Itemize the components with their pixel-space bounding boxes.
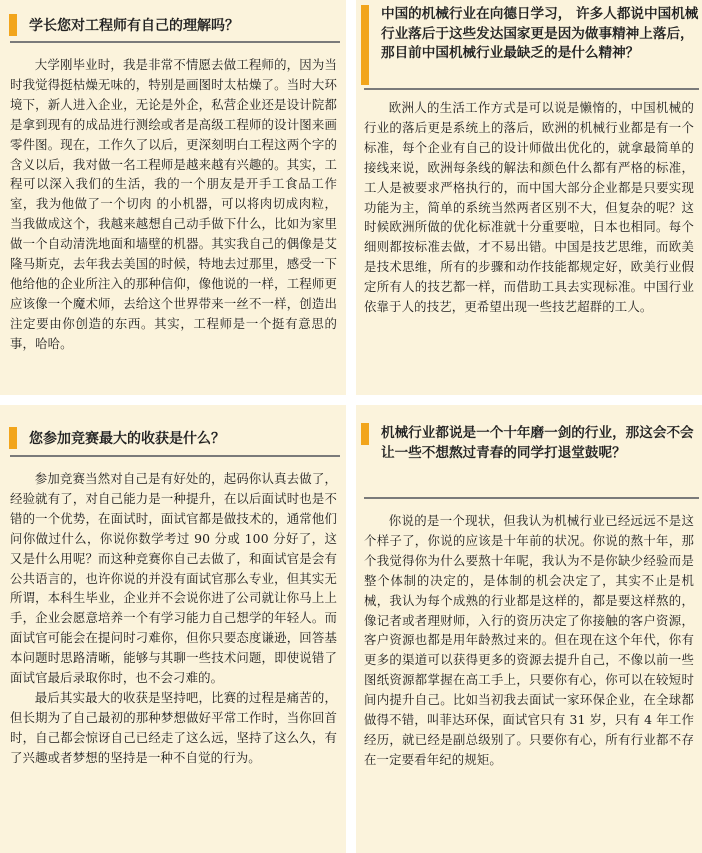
heading-marker-bar bbox=[9, 427, 17, 449]
heading-marker-bar bbox=[361, 423, 369, 445]
qa-panel-competition bbox=[0, 405, 346, 853]
answer-paragraph: 最后其实最大的收获是坚持吧，比赛的过程是痛苦的，但长期为了自己最初的那种梦想做好平常工作时，当你回首时，自己都会惊讶自己已经走了这么远，坚持了这么久，有了兴趣或者梦想的坚持是一种不自觉的行为。 bbox=[10, 689, 337, 765]
qa-panel-industry-spirit bbox=[356, 0, 702, 395]
heading-rule bbox=[10, 455, 340, 457]
qa-panel-ten-years bbox=[356, 405, 702, 853]
question-heading bbox=[9, 14, 339, 38]
answer-body bbox=[364, 98, 694, 317]
answer-body bbox=[10, 55, 337, 354]
heading-marker-bar bbox=[9, 14, 17, 36]
heading-rule bbox=[364, 88, 699, 90]
question-text: 中国的机械行业在向德日学习， 许多人都说中国机械行业落后于这些发达国家更是因为做事精神上落后， 那目前中国机械行业最缺乏的是什么精神？ bbox=[381, 6, 699, 61]
heading-rule bbox=[10, 41, 340, 43]
answer-paragraph: 你说的是一个现状，但我认为机械行业已经远远不是这个样子了，你说的应该是十年前的状况。你说的熬十年，那个我觉得你为什么要熬十年呢，我认为不是你缺少经验而是整个体制的决定的，是体制的机会决定了，其实不止是机械，我认为每个成熟的行业都是这样的，都是要这样熬的，像记者或者理财师，入行的资历决定了你接触的客户资源，客户资源也都是用年龄熬过来的。但在现在这个年代，你有更多的渠道可以获得更多的资源去提升自己，不像以前一些图纸资源都掌握在高工手上，只要你有心，你可以在较短时间内提升自己。比如当初我去面试一家环保企业，在全球都做得不错，叫菲达环保，面试官只有 31 岁，只有 4 年工作经历，就已经是副总级别了。只要你有心，所有行业都不存在一定要看年纪的规矩。 bbox=[364, 513, 694, 767]
question-heading bbox=[361, 5, 699, 89]
question-text: 机械行业都说是一个十年磨一剑的行业，那这会不会让一些不想熬过青春的同学打退堂鼓呢？ bbox=[381, 425, 694, 461]
question-text: 学长您对工程师有自己的理解吗？ bbox=[29, 18, 239, 34]
answer-paragraph: 参加竞赛当然对自己是有好处的，起码你认真去做了，经验就有了，对自己能力是一种提升，在以后面试时也是不错的一个优势，在面试时，面试官都是做技术的，通常他们问你做过什么，你说你数学考过 90 分或 100 分好了，这又是什么用呢？而这种竞赛你自己去做了，和面试官是会有公共语言的，也许你说的并没有面试官那么专业，但其实无所谓，本科生毕业，企业并不会说你进了公司就让你马上上手，企业会愿意培养一个有学习能力自己想学的年轻人。而面试官可能会在提问时刁难你，但你只要态度谦逊，回答基本问题时思路清晰，能够与其聊一些技术问题，即使说错了面试官最后录取你时，也不会刁难的。 bbox=[10, 471, 337, 686]
answer-paragraph: 欧洲人的生活工作方式是可以说是懒惰的，中国机械的行业的落后更是系统上的落后，欧洲的机械行业都是有一个标准，每个企业有自己的设计师做出优化的，就拿最简单的接线来说，欧洲每条线的解法和颜色什么都有严格的标准，工人是被要求严格执行的，而中国大部分企业都是只要实现功能为主，简单的系统当然两者区别不大，但复杂的呢？这时候欧洲所做的优化标准就十分重要啦，日本也相同。每个细则都按标准去做，才不易出错。中国是技艺思维，而欧美是技术思维，所有的步骤和动作技能都规定好，欧美行业假定所有人的技艺都一样，而借助工具去实现标准。中国行业依靠于人的技艺，更希望出现一些技艺超群的工人。 bbox=[364, 100, 694, 315]
answer-body bbox=[10, 469, 337, 768]
answer-paragraph: 大学刚毕业时，我是非常不情愿去做工程师的，因为当时我觉得挺枯燥无味的，特别是画图时太枯燥了。当时大环境下，新人进入企业，无论是外企，私营企业还是设计院都是拿到现有的成品进行测绘或者是高级工程师的设计图来画零件图。现在，工作久了以后，更深刻明白工程这两个字的含义以后，我对做一名工程师是越来越有兴趣的。其实，工程可以深入我们的生活，我的一个朋友是开手工食品工作室，我为他做了一个切肉 的小机器，可以将肉切成肉粒，当我做成这个，我越来越想自己动手做下什么，比如为家里做一个自动清洗地面和墙壁的机器。其实我自己的偶像是艾隆马斯克，去年我去美国的时候，特地去过那里，感受一下他给他的企业所注入的那种信仰，像他说的一样，工程师更应该像一个魔术师，去给这个世界带来一丝不一样，创造出注定要由你创造的东西。其实，工程师是一个挺有意思的事，哈哈。 bbox=[10, 57, 337, 351]
question-heading bbox=[9, 427, 339, 451]
qa-panel-engineer bbox=[0, 0, 346, 395]
question-heading bbox=[361, 423, 699, 491]
heading-rule bbox=[364, 497, 699, 499]
question-text: 您参加竞赛最大的收获是什么？ bbox=[29, 431, 225, 447]
heading-marker-bar bbox=[361, 5, 369, 85]
answer-body bbox=[364, 511, 694, 770]
